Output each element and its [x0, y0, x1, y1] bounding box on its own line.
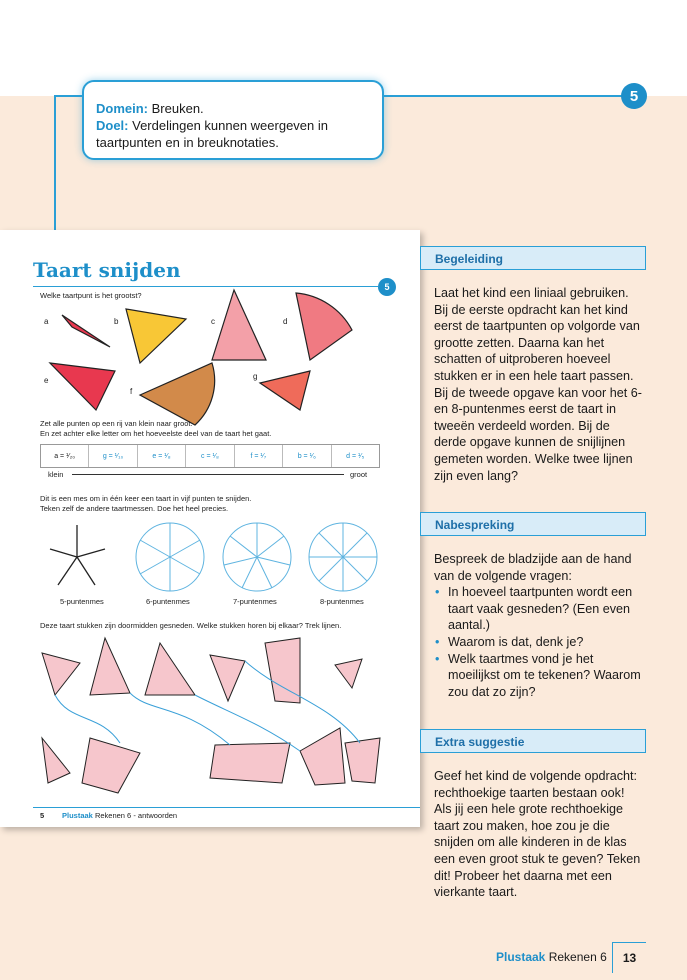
letter-a: a	[44, 317, 49, 326]
knife-label: 6-puntenmes	[146, 597, 190, 606]
worksheet-footer-rule	[33, 807, 420, 808]
list-item: • In hoeveel taartpunten wordt een taart vaak gesneden? (Een even aantal.)	[448, 584, 644, 634]
nabespreking-intro: Bespreek de bladzijde aan de hand van de volgende vragen:	[434, 552, 632, 583]
small-label: klein	[48, 470, 64, 479]
knife-label: 5-puntenmes	[60, 597, 104, 606]
order-cell: f = ¹⁄₇	[234, 445, 282, 467]
order-cell: e = ¹⁄₈	[137, 445, 185, 467]
nabespreking-list	[434, 584, 644, 700]
domain-label: Domein:	[96, 101, 148, 116]
order-cell: c = ¹⁄₈	[185, 445, 233, 467]
order-cell: b = ¹⁄₆	[282, 445, 330, 467]
slice-c	[212, 290, 266, 360]
question-3: Deze taart stukken zijn doormidden gesneden. Welke stukken horen bij elkaar? Trek lijnen.	[40, 621, 342, 630]
begeleiding-heading: Begeleiding	[420, 246, 646, 270]
letter-b: b	[114, 317, 119, 326]
nabespreking-block	[434, 551, 644, 700]
footer-subject: Rekenen 6	[548, 950, 607, 964]
header-connector	[54, 96, 56, 231]
domain-value: Breuken.	[151, 101, 204, 116]
worksheet-footer-text	[62, 811, 177, 821]
order-cell: d = ¹⁄₅	[331, 445, 379, 467]
goal-value: Verdelingen kunnen weergeven in taartpunten en in breuknotaties.	[96, 118, 328, 150]
page-footer	[496, 950, 607, 964]
halves-illustration	[0, 633, 420, 798]
question-2a: Dit is een mes om in één keer een taart in vijf punten te snijden.	[40, 494, 252, 503]
worksheet-footer-num: 5	[40, 811, 45, 820]
worksheet-title: Taart snijden	[33, 258, 181, 282]
size-arrow	[72, 474, 344, 475]
slice-f	[140, 363, 215, 425]
begeleiding-text: Laat het kind een liniaal gebruiken. Bij de eerste opdracht kan het kind eerst de taartpunten op volgorde van grootte zetten. Daarna kan het schatten of uitproberen hoeveel stukken er in een hele taart passen. Bij de tweede opgave kan voor het 6- en 8-puntenmes eerst de taart in tweeën verdeeld worden. Bij de derde opgave kunnen de snijlijnen gemeten worden. Welke twee lijnen zijn even lang?	[434, 286, 642, 483]
slice-d	[296, 293, 352, 360]
slice-e	[50, 363, 115, 410]
letter-g: g	[253, 372, 258, 381]
instruction-2: En zet achter elke letter om het hoeveelste deel van de taart het gaat.	[40, 429, 272, 438]
letter-c: c	[211, 317, 215, 326]
five-point-knife	[50, 525, 105, 585]
letter-f: f	[130, 387, 133, 396]
letter-e: e	[44, 376, 49, 385]
knives-illustration	[0, 522, 420, 597]
question-1: Welke taartpunt is het grootst?	[40, 291, 142, 300]
question-2b: Teken zelf de andere taartmessen. Doe het heel precies.	[40, 504, 229, 513]
order-cell: g = ¹⁄₁₀	[88, 445, 136, 467]
goal-label: Doel:	[96, 118, 129, 133]
extra-heading: Extra suggestie	[420, 729, 646, 753]
order-cell: a = ¹⁄₂₀	[54, 452, 76, 460]
domain-goal-box	[82, 80, 384, 160]
letter-d: d	[283, 317, 288, 326]
extra-text: Geef het kind de volgende opdracht: rechthoekige taarten bestaan ook! Als jij een hele grote rechthoekige taart zou maken, hoe zou je die snijden om alle kinderen in de klas een even groot stuk te geven? Teken dit! Probeer het daarna met een vierkante taart.	[434, 769, 641, 900]
worksheet-footer-sub: Rekenen 6 - antwoorden	[94, 811, 178, 820]
lesson-number-badge: 5	[621, 83, 647, 109]
worksheet-badge: 5	[378, 278, 396, 296]
slice-g	[260, 371, 310, 410]
list-item: • Waarom is dat, denk je?	[448, 634, 644, 651]
footer-brand: Plustaak	[496, 950, 546, 964]
slice-b	[126, 309, 186, 363]
slice-a	[62, 315, 110, 347]
worksheet-footer-brand: Plustaak	[62, 811, 93, 820]
instruction-1: Zet alle punten op een rij van klein naar groot.	[40, 419, 193, 428]
worksheet-page	[0, 230, 420, 827]
nabespreking-heading: Nabespreking	[420, 512, 646, 536]
list-item: • Welk taartmes vond je het moeilijkst om te tekenen? Waarom zou dat zo zijn?	[448, 651, 644, 701]
big-label: groot	[350, 470, 368, 479]
page-number: 13	[612, 942, 646, 973]
order-row	[40, 444, 380, 468]
knife-label: 8-puntenmes	[320, 597, 364, 606]
knife-label: 7-puntenmes	[233, 597, 277, 606]
